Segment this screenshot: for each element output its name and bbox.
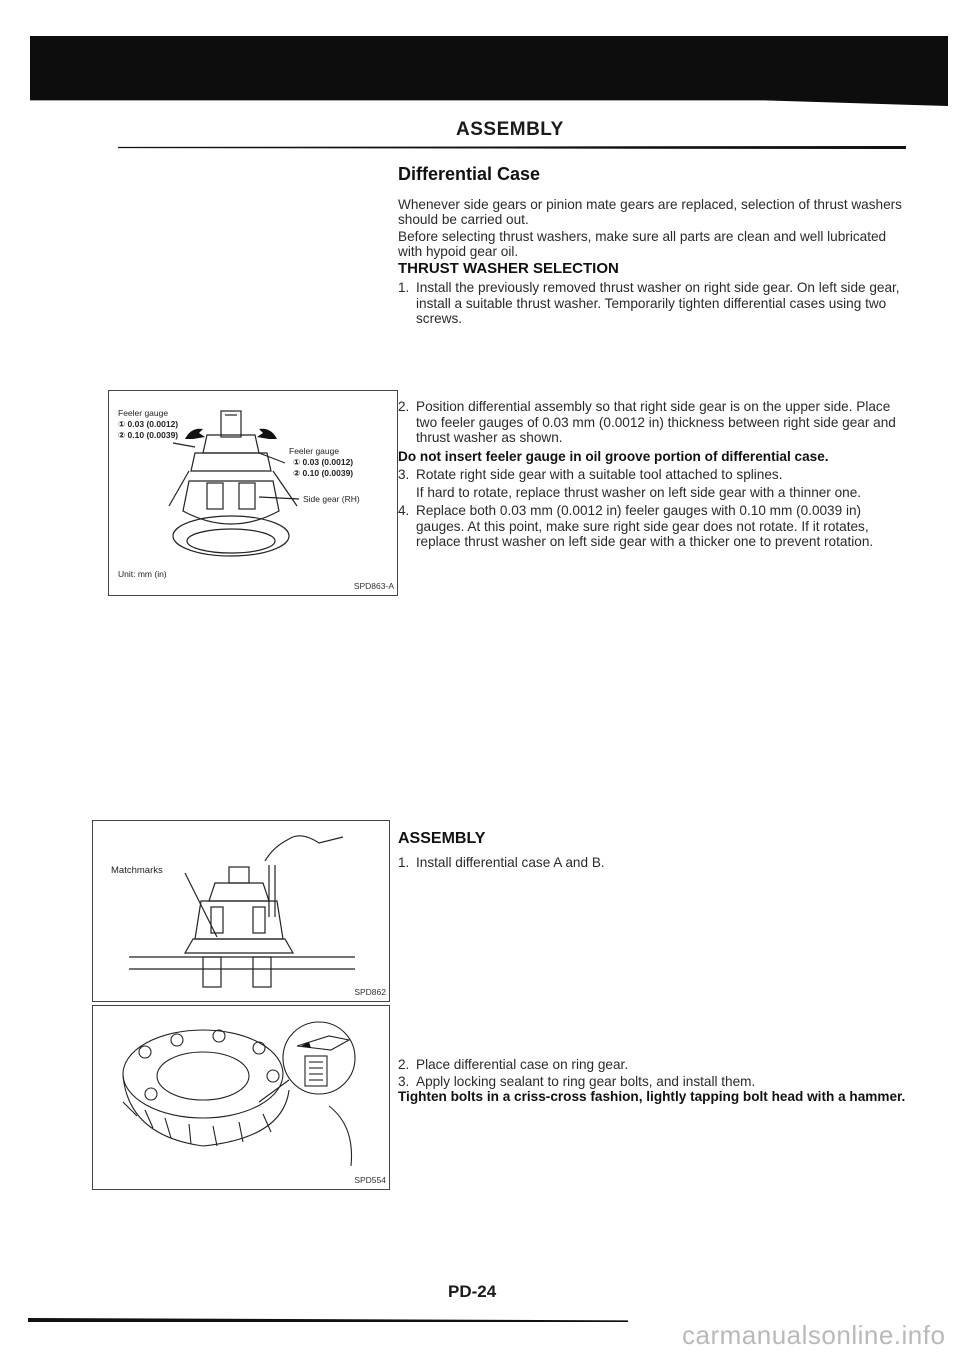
figure-feeler-gauge bbox=[108, 390, 398, 596]
assembly-step-3 bbox=[398, 1074, 910, 1090]
step-1-text: Install the previously removed thrust washer on right side gear. On left side gear, install a suitable thrust washer. Temporarily tighten differential cases using two screws. bbox=[416, 280, 900, 326]
differential-case-heading: Differential Case bbox=[398, 164, 541, 184]
left-feeler-gauge-value-1: ① 0.03 (0.0012) bbox=[118, 419, 179, 429]
step-3 bbox=[398, 467, 910, 500]
assembly-tightening-note: Tighten bolts in a criss-cross fashion, lightly tapping bolt head with a hammer. bbox=[398, 1089, 906, 1104]
thrust-washer-heading: THRUST WASHER SELECTION bbox=[398, 259, 619, 277]
assembly-step-3-text: Apply locking sealant to ring gear bolts, and install them. bbox=[416, 1073, 756, 1089]
header-bar bbox=[30, 36, 948, 106]
intro-paragraph-2: Before selecting thrust washers, make sure all parts are clean and well lubricated with hypoid gear oil. bbox=[398, 228, 887, 259]
step-1-number: 1. bbox=[398, 280, 410, 295]
matchmarks-label: Matchmarks bbox=[111, 865, 163, 876]
figure-2-code: SPD862 bbox=[354, 987, 386, 997]
matchmarks-illustration bbox=[93, 821, 391, 1003]
page-number: PD-24 bbox=[448, 1282, 497, 1301]
assembly-step-1 bbox=[398, 855, 910, 871]
assembly-step-2 bbox=[398, 1057, 910, 1073]
warning-note: Do not insert feeler gauge in oil groove portion of differential case. bbox=[398, 448, 829, 464]
section-title: ASSEMBLY bbox=[456, 119, 564, 140]
assembly-steps bbox=[398, 1054, 910, 1106]
right-feeler-gauge-value-2: ② 0.10 (0.0039) bbox=[293, 468, 354, 478]
step-4 bbox=[398, 503, 910, 550]
figure-ring-gear-bolts bbox=[92, 1005, 390, 1190]
watermark: carmanualsonline.info bbox=[682, 1320, 946, 1350]
assembly-step-1-number: 1. bbox=[398, 854, 410, 870]
left-feeler-gauge-value-2: ② 0.10 (0.0039) bbox=[118, 430, 179, 440]
step-4-text: Replace both 0.03 mm (0.0012 in) feeler gauges with 0.10 mm (0.0039 in) gauges. At this point, make sure right side gear does not rotate. If it rotates, replace thrust washer on left side gear with a thicker one to prevent rotation. bbox=[416, 503, 874, 549]
figure-1-code: SPD863-A bbox=[353, 581, 394, 591]
differential-case-section bbox=[398, 164, 910, 327]
step-2-text: Position differential assembly so that right side gear is on the upper side. Place two feeler gauges of 0.03 mm (0.0012 in) thickness between right side gear and thrust washer as shown. bbox=[416, 399, 896, 445]
left-feeler-gauge-title: Feeler gauge bbox=[118, 408, 169, 418]
ring-gear-illustration bbox=[93, 1006, 391, 1191]
right-feeler-gauge-title: Feeler gauge bbox=[289, 446, 340, 456]
differential-case-steps bbox=[398, 396, 910, 550]
assembly-step-2-text: Place differential case on ring gear. bbox=[416, 1057, 629, 1072]
intro-paragraph-1: Whenever side gears or pinion mate gears are replaced, selection of thrust washers should be carried out. bbox=[398, 196, 902, 227]
assembly-step-3-number: 3. bbox=[398, 1073, 410, 1089]
assembly-step-2-number: 2. bbox=[398, 1057, 410, 1072]
figure-3-code: SPD554 bbox=[354, 1175, 386, 1185]
step-4-number: 4. bbox=[398, 503, 410, 518]
figure-matchmarks bbox=[92, 820, 390, 1002]
step-3-text: Rotate right side gear with a suitable tool attached to splines. bbox=[416, 467, 783, 482]
step-3-text-2: If hard to rotate, replace thrust washer on left side gear with a thinner one. bbox=[416, 484, 862, 500]
footer-rule bbox=[28, 1318, 628, 1322]
assembly-heading: ASSEMBLY bbox=[398, 830, 486, 847]
side-gear-label: Side gear (RH) bbox=[303, 494, 360, 504]
header-rule bbox=[118, 146, 906, 149]
assembly-step-1-text: Install differential case A and B. bbox=[416, 854, 605, 870]
step-2 bbox=[398, 399, 910, 446]
right-feeler-gauge-value-1: ① 0.03 (0.0012) bbox=[293, 457, 354, 467]
step-1 bbox=[398, 280, 910, 327]
step-2-number: 2. bbox=[398, 399, 410, 414]
unit-label: Unit: mm (in) bbox=[118, 569, 167, 579]
step-3-number: 3. bbox=[398, 467, 410, 482]
assembly-section bbox=[398, 830, 910, 870]
